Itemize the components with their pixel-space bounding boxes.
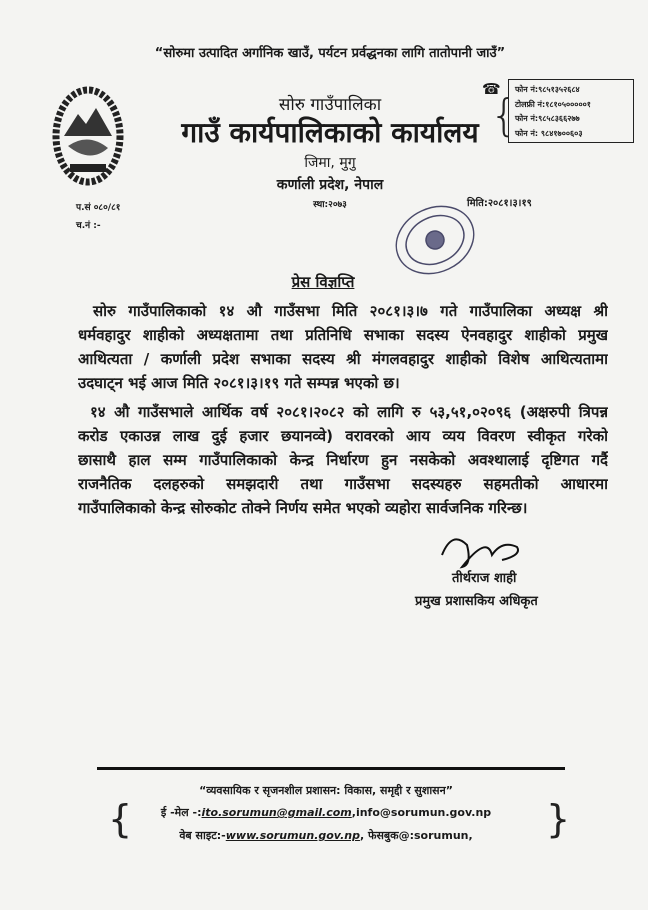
brace-decoration: {	[490, 90, 518, 141]
established-year: स्था:२०७३	[313, 200, 347, 210]
address-line-1: जिमा, मुगु	[304, 155, 356, 171]
website-label: वेब साइट:-	[179, 829, 226, 842]
paragraph-2-line: करोड एकाउन्न लाख दुई हजार छयानव्वे) वरावरको आय व्यय विवरण स्वीकृत गरेको	[78, 427, 608, 445]
footer-divider	[97, 767, 565, 770]
paragraph-2-line: छासाथै हाल सम्म गाउँपालिकाको केन्द्र निर्धारण हुन नसकेको अवश्थालाई दृष्टिगत गर्दै	[78, 451, 608, 469]
paragraph-1-line: सोरु गाउँपालिकाको १४ औ गाउँसभा मिति २०८१।३।७ गते गाउँपालिका अध्यक्ष श्री	[93, 302, 608, 320]
letter-date: मिति:२०८१।३।१९	[467, 198, 532, 209]
contact-phone-2: फोन नं:९८५८३६६२७७	[515, 114, 580, 123]
contact-phone-1: फोन नं:९८५१३५२६८४	[515, 85, 580, 94]
signatory-name: तीर्थराज शाही	[452, 571, 517, 586]
press-release-heading: प्रेस विज्ञप्ति	[291, 273, 355, 291]
footer-brace-right: }	[546, 797, 571, 841]
email-secondary[interactable]: ,info@sorumun.gov.np	[351, 806, 492, 819]
address-line-2: कर्णाली प्रदेश, नेपाल	[276, 177, 384, 193]
website-link[interactable]: www.sorumun.gov.np	[225, 829, 360, 842]
reference-number: प.सं ०८०/८१	[76, 203, 121, 213]
footer-web	[179, 828, 472, 843]
contact-tollfree: टोलफ्री नं:१८१०५०००००१	[515, 99, 591, 109]
paragraph-2-line: राजनैतिक दलहरुको समझदारी तथा गाउँसभा सदस्यहरु सहमतीको आधारमा	[78, 475, 608, 493]
footer-brace-left: {	[108, 797, 133, 841]
footer-slogan: “व्यवसायिक र सृजनशील प्रशासन: विकास, समृद्दी र सुशासन”	[199, 784, 453, 797]
header-motto: “सोरुमा उत्पादित अर्गानिक खाउँ, पर्यटन प्रर्वद्धनका लागि तातोपानी जाउँ”	[154, 46, 506, 61]
contact-phone-3: फोन नं: ९८४१७००६०३	[515, 128, 583, 138]
paragraph-1-line: आथित्यता / कर्णाली प्रदेश सभाका सदस्य श्री मंगलवहादुर शाहीको विशेष आथित्यतामा	[78, 350, 608, 368]
paragraph-2-line: १४ औ गाउँसभाले आर्थिक वर्ष २०८१।२०८२ को लागि रु ५३,५१,०२०९६ (अक्षरुपी त्रिपन्न	[90, 403, 608, 421]
paragraph-1-line: उदघाट्न भई आज मिति २०८१।३।१९ गते सम्पन्न भएको छ।	[78, 374, 400, 392]
signatory-title: प्रमुख प्रशासकिय अधिकृत	[415, 594, 538, 609]
paragraph-2-line: गाउँपालिकाको केन्द्र सोरुकोट तोक्ने निर्णय समेत भएको व्यहोरा सार्वजनिक गरिन्छ।	[78, 499, 528, 517]
dispatch-number: च.नं :-	[76, 221, 101, 231]
contact-box	[508, 79, 634, 143]
telephone-icon: ☎	[482, 80, 501, 98]
email-label: ई -मेल -:	[160, 806, 202, 819]
email-link[interactable]: ito.sorumun@gmail.com	[201, 806, 352, 819]
office-title: गाउँ कार्यपालिकाको कार्यालय	[181, 116, 479, 149]
municipality-name: सोरु गाउँपालिका	[278, 95, 382, 115]
footer-email	[161, 805, 491, 820]
paragraph-1-line: धर्मवहादुर शाहीको अध्यक्षतामा तथा प्रतिनिधि सभाका सदस्य ऐनवहादुर शाहीको प्रमुख	[78, 326, 608, 344]
office-seal-stamp	[388, 200, 483, 280]
nepal-emblem-logo	[50, 84, 126, 192]
facebook-handle: , फेसबुक@:sorumun,	[359, 829, 473, 842]
